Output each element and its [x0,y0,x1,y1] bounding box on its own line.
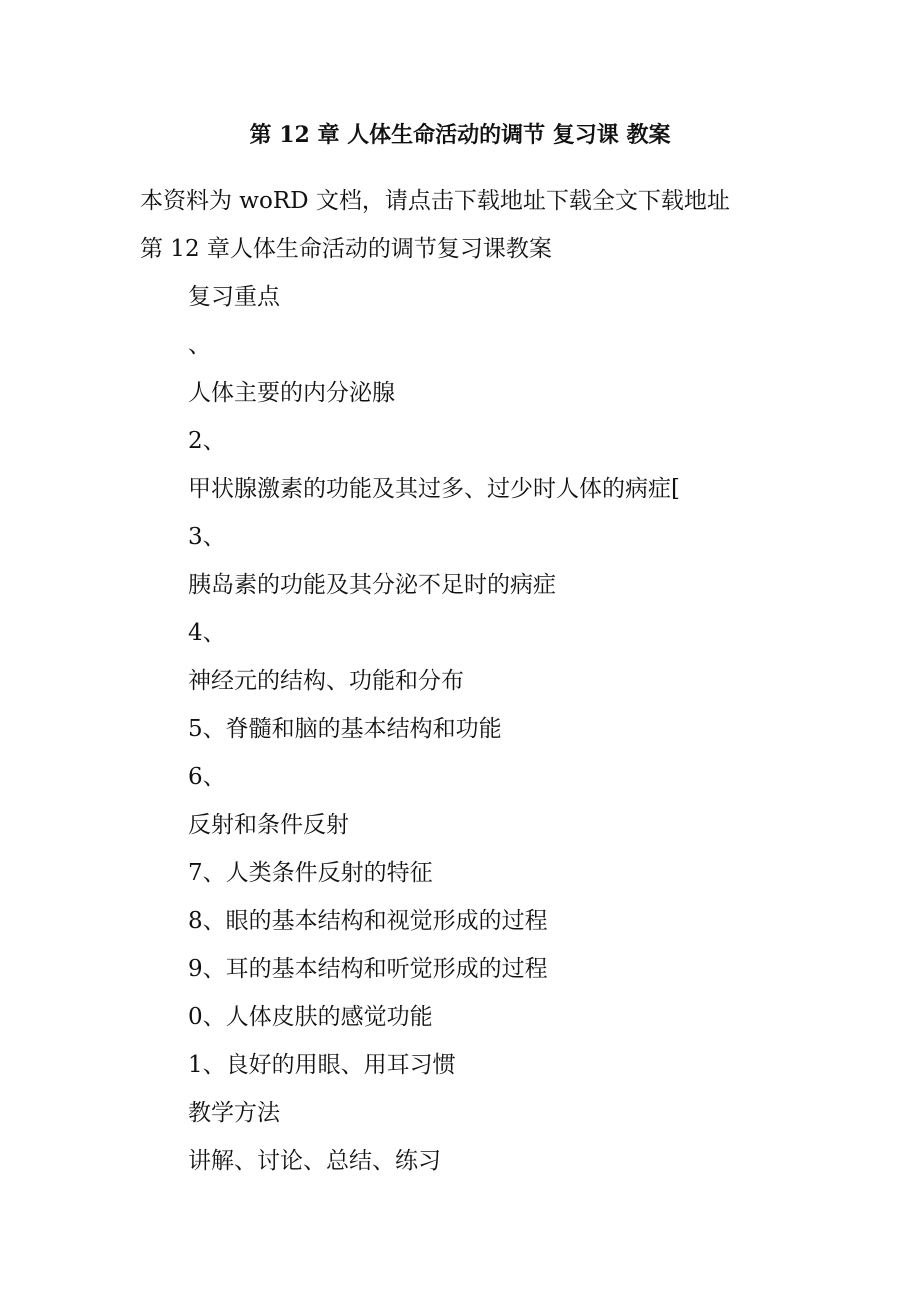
list-item: 1、良好的用眼、用耳习惯 [188,1052,456,1078]
list-item: 5、脊髓和脑的基本结构和功能 [188,716,502,742]
list-item-number: 6、 [188,764,226,790]
list-item: 神经元的结构、功能和分布 [188,668,464,694]
list-item-number: 4、 [188,620,226,646]
list-item: 胰岛素的功能及其分泌不足时的病症 [188,572,556,598]
document-title: 第 12 章 人体生命活动的调节 复习课 教案 [249,122,671,148]
list-item: 8、眼的基本结构和视觉形成的过程 [188,908,548,934]
list-item: 7、人类条件反射的特征 [188,860,433,886]
list-item-number: 3、 [188,524,226,550]
list-item: 0、人体皮肤的感觉功能 [188,1004,433,1030]
list-item: 反射和条件反射 [188,812,349,838]
list-item: 9、耳的基本结构和听觉形成的过程 [188,956,548,982]
list-item-number: 、 [188,332,211,358]
teaching-method-text: 讲解、讨论、总结、练习 [188,1148,441,1174]
list-item-number: 2、 [188,428,226,454]
list-item: 人体主要的内分泌腺 [188,380,395,406]
section-heading-teaching-method: 教学方法 [188,1100,280,1126]
list-item: 甲状腺激素的功能及其过多、过少时人体的病症[ [188,476,680,502]
document-subtitle: 第 12 章人体生命活动的调节复习课教案 [140,236,552,262]
download-notice: 本资料为 woRD 文档，请点击下载地址下载全文下载地址 [140,188,730,214]
section-heading-review-points: 复习重点 [188,284,280,310]
